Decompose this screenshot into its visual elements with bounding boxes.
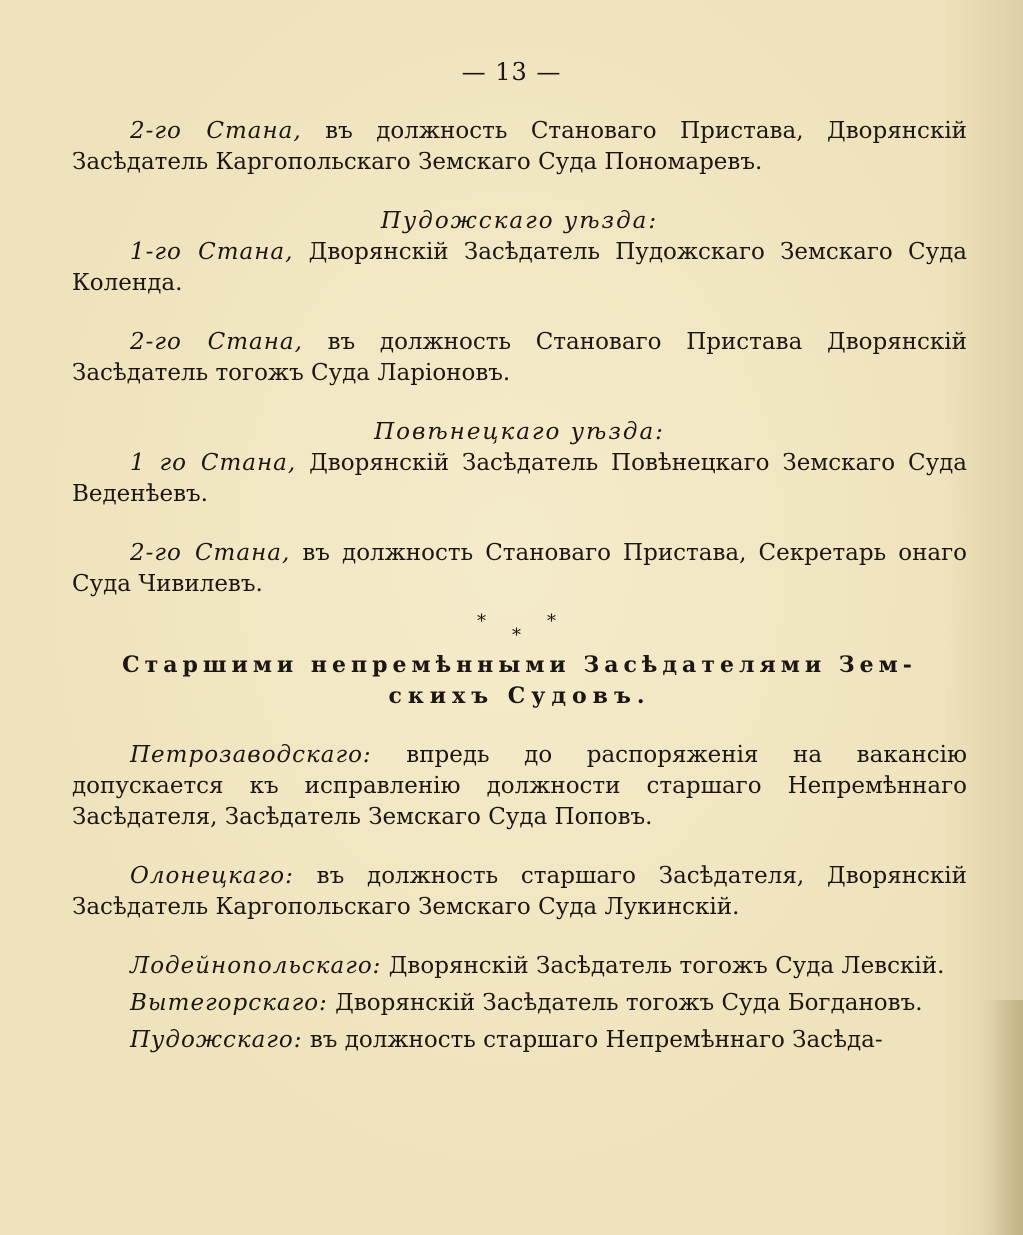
paragraph-lead: Петрозаводскаго: [130, 742, 372, 768]
section-title-line: скихъ Судовъ. [388, 683, 651, 709]
paragraph-2nd-stan-pudozh [72, 327, 967, 389]
paragraph-2nd-stan-poveneck [72, 538, 967, 600]
paragraph-text: Дворянскій Засѣдатель Пудожскаго Земскаго Суда Коленда. [72, 239, 968, 296]
paragraph-text: въ должность Становаго Пристава, Дворянскій Засѣдатель Каргопольскаго Земскаго Суда Пономаревъ. [72, 118, 967, 175]
paragraph-text: Дворянскій Засѣдатель тогожъ Суда Богдановъ. [335, 990, 923, 1016]
paragraph-olonets [72, 861, 967, 923]
paragraph-lodeinopol [72, 951, 967, 982]
asterism-star: * [477, 611, 486, 632]
paragraph-text: Дворянскій Засѣдатель тогожъ Суда Левскій. [388, 953, 945, 979]
paragraph-1st-stan-pudozh [72, 237, 967, 299]
paragraph-petrozavodsk [72, 740, 967, 833]
paragraph-text: въ должность старшаго Засѣдателя, Дворянскій Засѣдатель Каргопольскаго Земскаго Суда Лукинскій. [72, 863, 967, 920]
paragraph-pudozh-senior [72, 1025, 967, 1056]
paragraph-lead: Олонецкаго: [130, 863, 294, 889]
paragraph-lead: Пудожскаго: [130, 1027, 303, 1053]
paragraph-lead: Вытегорскаго: [130, 990, 328, 1016]
body-text [72, 116, 967, 1056]
paragraph-lead: 2-го Стана, [130, 118, 302, 144]
paragraph-1st-stan-poveneck [72, 448, 967, 510]
paragraph-text: въ должность старшаго Непремѣннаго Засѣда- [309, 1027, 883, 1053]
paragraph-lead: 1-го Стана, [130, 239, 294, 265]
paragraph-lead: Лодейнопольскаго: [130, 953, 382, 979]
paragraph-lead: 2-го Стана, [130, 540, 291, 566]
asterism-star: * [512, 625, 521, 646]
paragraph-text: Дворянскій Засѣдатель Повѣнецкаго Земскаго Суда Веденѣевъ. [72, 450, 967, 507]
paragraph-vytegra [72, 988, 967, 1019]
asterism [72, 600, 967, 646]
asterism-star: * [547, 611, 556, 632]
paragraph-lead: 2-го Стана, [130, 329, 303, 355]
paragraph-2nd-stan-kargopol [72, 116, 967, 178]
page-number: — 13 — [461, 58, 562, 86]
heading-pudozh-uezd: Пудожскаго уѣзда: [380, 208, 659, 234]
paragraph-lead: 1 го Стана, [130, 450, 297, 476]
paper-edge-shadow [983, 1000, 1023, 1235]
section-title-line: Старшими непремѣнными Засѣдателями Зем- [122, 652, 917, 678]
heading-poveneck-uezd: Повѣнецкаго уѣзда: [374, 419, 665, 445]
paragraph-text: впредь до распоряженія на вакансію допускается къ исправленію должности старшаго Непремѣннаго Засѣдателя, Засѣдатель Земскаго Суда Поповъ. [72, 742, 968, 830]
paragraph-text: въ должность Становаго Пристава Дворянскій Засѣдатель тогожъ Суда Ларіоновъ. [72, 329, 967, 386]
section-title [72, 650, 967, 712]
paragraph-text: въ должность Становаго Пристава, Секретарь онаго Суда Чивилевъ. [72, 540, 968, 597]
